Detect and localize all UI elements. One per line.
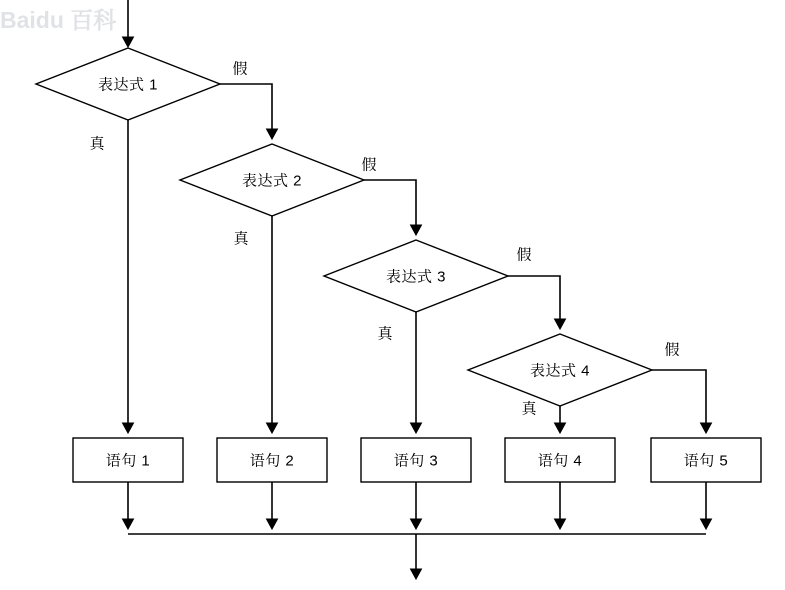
statement-label-stmt4: 语句 4 [537,452,583,470]
edge-label-false-3: 假 [516,246,532,264]
statement-label-stmt1: 语句 1 [105,452,151,470]
edge-label-true-1: 真 [89,135,105,153]
watermark-logo [0,7,117,33]
edge-cond1-false [220,84,272,138]
decision-label-cond4: 表达式 4 [529,362,591,380]
edge-cond4-false [652,370,706,432]
edge-label-false-1: 假 [232,60,248,78]
edge-label-true-4: 真 [521,400,537,418]
statement-label-stmt5: 语句 5 [683,452,729,470]
edge-label-true-2: 真 [233,230,249,248]
edge-label-false-4: 假 [664,341,680,359]
decision-label-cond1: 表达式 1 [97,76,159,94]
edge-label-false-2: 假 [361,156,377,174]
edge-label-true-3: 真 [377,325,393,343]
edge-cond2-false [364,180,416,234]
watermark-text: Baidu 百科 [0,7,117,33]
decision-label-cond3: 表达式 3 [385,268,447,286]
edge-cond3-false [508,276,560,328]
decision-label-cond2: 表达式 2 [241,172,303,190]
statement-label-stmt2: 语句 2 [249,452,295,470]
statement-label-stmt3: 语句 3 [393,452,439,470]
